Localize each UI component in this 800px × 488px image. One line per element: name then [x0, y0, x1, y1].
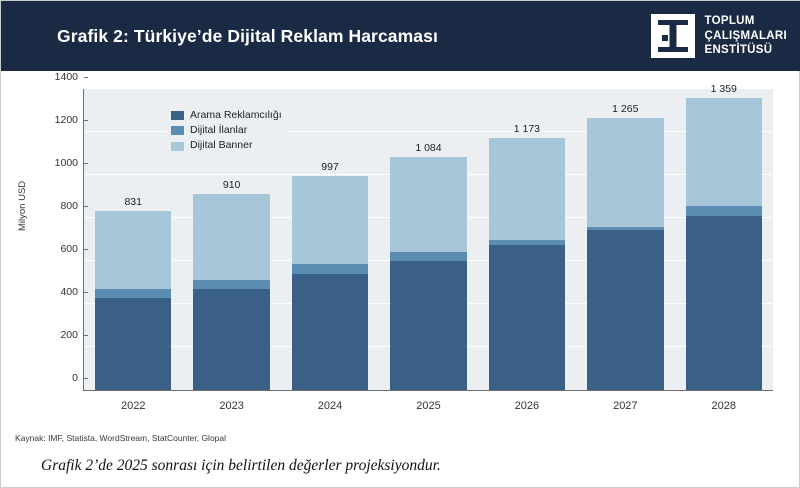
x-tick-label: 2026	[514, 400, 540, 412]
bar-segment[interactable]	[193, 280, 269, 289]
bar-segment[interactable]	[95, 289, 171, 298]
bar-segment[interactable]	[193, 194, 269, 280]
y-tick-label: 0	[72, 372, 84, 384]
y-axis-label: Milyon USD	[17, 180, 28, 231]
bar-column[interactable]	[587, 89, 663, 412]
bar-stack[interactable]	[95, 211, 171, 390]
chart-container	[15, 71, 787, 429]
bar-column[interactable]	[390, 89, 466, 412]
bar-segment[interactable]	[390, 252, 466, 261]
logo-line-1: TOPLUM	[704, 14, 755, 27]
bar-segment[interactable]	[686, 216, 762, 390]
bar-value-label: 1 173	[513, 122, 541, 135]
x-tick-label: 2022	[120, 400, 146, 412]
x-tick-label: 2027	[613, 400, 638, 412]
bar-segment[interactable]	[587, 118, 663, 227]
institute-logo-icon	[651, 14, 695, 58]
bar-stack[interactable]	[292, 176, 368, 390]
bar-value-label: 1 359	[710, 82, 737, 95]
bar-segment[interactable]	[390, 261, 466, 390]
bar-value-label: 997	[321, 160, 339, 173]
header-accent-bar	[1, 1, 27, 71]
legend-swatch	[171, 142, 184, 151]
y-tick-label: 1000	[55, 157, 84, 169]
bar-segment[interactable]	[489, 138, 565, 240]
logo-line-3: ENSTİTÜSÜ	[704, 44, 773, 57]
y-tick-label: 1200	[55, 114, 84, 126]
bar-segment[interactable]	[292, 176, 368, 264]
slide-header	[1, 1, 800, 71]
legend-label: Dijital İlanlar	[190, 124, 248, 137]
plot-area	[54, 71, 773, 412]
source-note: Kaynak: IMF, Statista, WordStream, StatCounter, Glopal	[15, 433, 227, 443]
x-tick-label: 2023	[219, 400, 244, 412]
legend-item[interactable]	[171, 138, 282, 153]
logo	[651, 10, 787, 62]
logo-line-2: ÇALIŞMALARI	[704, 29, 787, 42]
bar-column[interactable]	[489, 89, 565, 412]
legend-item[interactable]	[171, 108, 282, 123]
page-title: Grafik 2: Türkiye’de Dijital Reklam Harcaması	[57, 25, 438, 46]
bar-segment[interactable]	[489, 245, 565, 390]
bar-segment[interactable]	[686, 98, 762, 206]
legend-swatch	[171, 111, 184, 120]
x-tick-label: 2028	[711, 400, 736, 412]
legend-swatch	[171, 126, 184, 135]
bar-stack[interactable]	[489, 138, 565, 390]
legend-label: Arama Reklamcılığı	[190, 109, 282, 121]
y-tick-label: 800	[60, 200, 84, 212]
x-tick-label: 2024	[317, 400, 343, 412]
legend-label: Dijital Banner	[190, 139, 253, 152]
bar-segment[interactable]	[587, 230, 663, 390]
logo-text	[704, 14, 787, 58]
bar-value-label: 831	[124, 196, 142, 209]
x-tick-label: 2025	[416, 400, 441, 412]
y-tick-label: 1400	[55, 71, 84, 83]
bar-column[interactable]	[95, 89, 171, 412]
chart-caption: Grafik 2’de 2025 sonrası için belirtilen değerler projeksiyondur.	[41, 457, 441, 474]
bar-segment[interactable]	[686, 206, 762, 216]
bar-value-label: 1 084	[415, 141, 442, 154]
bar-segment[interactable]	[95, 211, 171, 289]
chart-legend	[166, 105, 287, 157]
bar-segment[interactable]	[95, 298, 171, 390]
bar-value-label: 1 265	[612, 103, 639, 116]
y-tick-label: 600	[60, 243, 84, 255]
bar-segment[interactable]	[193, 289, 269, 390]
bar-stack[interactable]	[193, 194, 269, 390]
bar-column[interactable]	[686, 82, 762, 412]
bar-segment[interactable]	[390, 157, 466, 252]
bar-stack[interactable]	[686, 98, 762, 390]
y-tick-label: 400	[60, 286, 84, 298]
bar-column[interactable]	[292, 89, 368, 412]
bar-segment[interactable]	[292, 264, 368, 274]
bar-value-label: 910	[222, 179, 241, 192]
bar-stack[interactable]	[390, 157, 466, 390]
legend-item[interactable]	[171, 123, 282, 138]
bar-stack[interactable]	[587, 118, 663, 390]
bar-segment[interactable]	[292, 274, 368, 390]
y-tick-label: 200	[60, 329, 84, 341]
